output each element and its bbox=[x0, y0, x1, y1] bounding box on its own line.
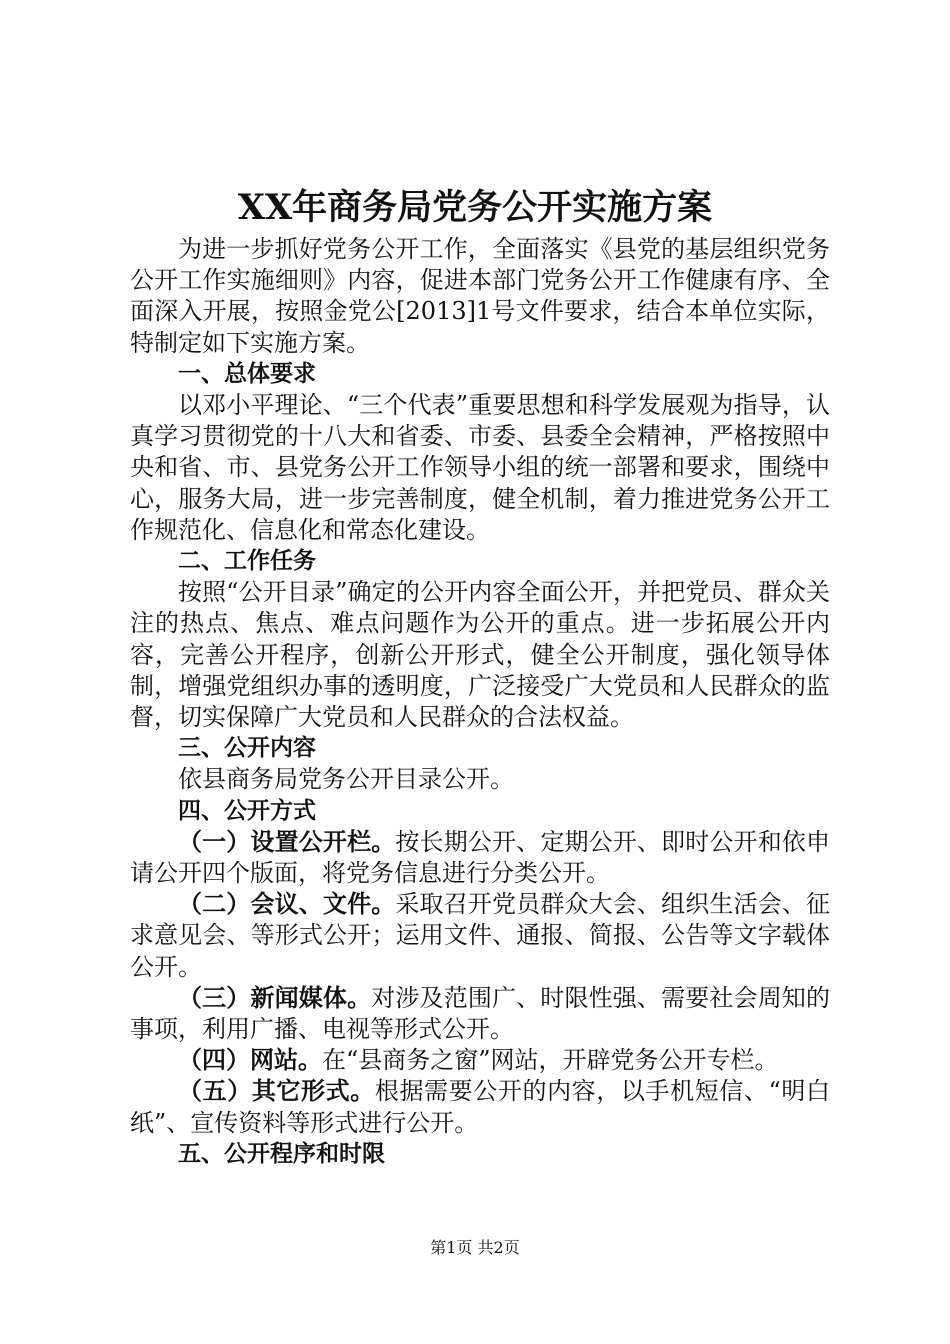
method-item-text: 根据需要公开的内容，以手机短信、“明白纸”、宣传资料等形式进行公开。 bbox=[130, 1077, 830, 1137]
method-item-text: 在“县商务之窗”网站，开辟党务公开专栏。 bbox=[322, 1046, 779, 1075]
page-footer: 第1页 共2页 bbox=[430, 1238, 520, 1257]
section-heading-work-tasks: 二、工作任务 bbox=[178, 548, 316, 575]
section-heading-disclosure-content: 三、公开内容 bbox=[178, 735, 316, 762]
document-body bbox=[130, 234, 830, 1170]
method-item bbox=[130, 983, 830, 1045]
method-item-lead: （二）会议、文件。 bbox=[178, 890, 396, 919]
section-paragraph-disclosure-content: 依县商务局党务公开目录公开。 bbox=[178, 765, 514, 794]
method-item bbox=[130, 827, 830, 889]
section-paragraph-work-tasks: 按照“公开目录”确定的公开内容全面公开，并把党员、群众关注的热点、焦点、难点问题作为公开的重点。进一步拓展公开内容，完善公开程序，创新公开形式，健全公开制度，强化领导体制，增强党组织办事的透明度，广泛接受广大党员和人民群众的监督，切实保障广大党员和人民群众的合法权益。 bbox=[130, 578, 830, 732]
method-item-text: 采取召开党员群众大会、组织生活会、征求意见会、等形式公开；运用文件、通报、简报、公告等文字载体公开。 bbox=[130, 890, 831, 981]
method-item-lead: （四）网站。 bbox=[178, 1046, 322, 1075]
method-item-lead: （一）设置公开栏。 bbox=[178, 827, 396, 856]
section-heading-procedure-and-timing: 五、公开程序和时限 bbox=[178, 1140, 385, 1167]
section-paragraph-general-requirements: 以邓小平理论、“三个代表”重要思想和科学发展观为指导，认真学习贯彻党的十八大和省委、市委、县委全会精神，严格按照中央和省、市、县党务公开工作领导小组的统一部署和要求，围绕中心，服务大局，进一步完善制度，健全机制，着力推进党务公开工作规范化、信息化和常态化建设。 bbox=[130, 391, 830, 544]
method-item bbox=[130, 1045, 830, 1076]
method-item bbox=[130, 889, 830, 983]
intro-paragraph: 为进一步抓好党务公开工作，全面落实《县党的基层组织党务公开工作实施细则》内容，促进本部门党务公开工作健康有序、全面深入开展，按照金党公[2013]1号文件要求，结合本单位实际，特制定如下实施方案。 bbox=[130, 235, 830, 357]
method-item-text: 对涉及范围广、时限性强、需要社会周知的事项，利用广播、电视等形式公开。 bbox=[130, 983, 831, 1044]
method-item-text: 按长期公开、定期公开、即时公开和依申请公开四个版面，将党务信息进行分类公开。 bbox=[130, 827, 831, 888]
document-title: XX年商务局党务公开实施方案 bbox=[237, 187, 713, 228]
section-heading-disclosure-methods: 四、公开方式 bbox=[178, 797, 316, 824]
method-item bbox=[130, 1076, 830, 1138]
method-item-lead: （三）新闻媒体。 bbox=[178, 983, 372, 1012]
section-heading-general-requirements: 一、总体要求 bbox=[178, 360, 316, 387]
method-item-lead: （五）其它形式。 bbox=[178, 1077, 375, 1106]
